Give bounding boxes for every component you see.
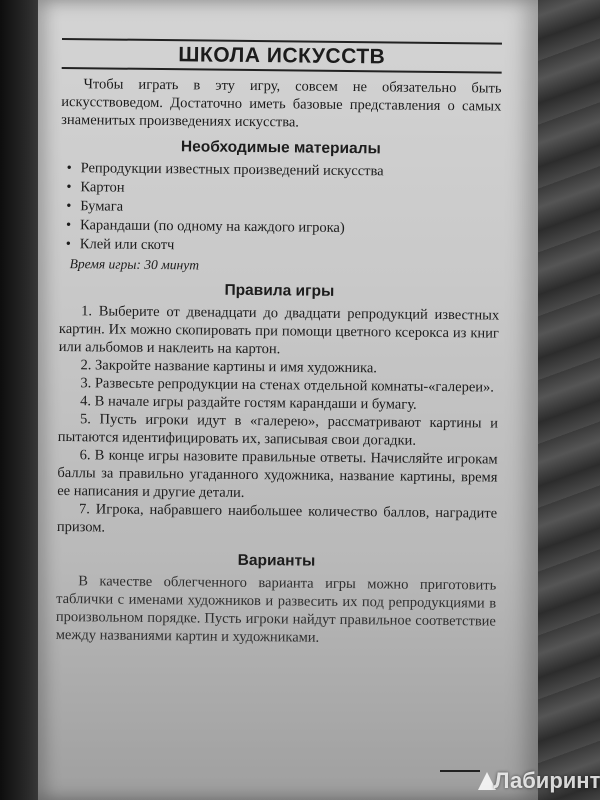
background-left	[0, 0, 40, 800]
list-item: • Карандаши (по одному на каждого игрока)	[65, 217, 345, 236]
rule-step: 5. Пусть игроки идут в «галерею», рассматривают картины и пытаются идентифицировать их, записывая свои догадки.	[57, 411, 499, 449]
bullet-icon: •	[66, 179, 72, 196]
page-content	[56, 38, 502, 649]
materials-heading: Необходимые материалы	[180, 138, 381, 158]
title-bar	[62, 38, 502, 74]
rule-step: 1. Выберите от двенадцати до двадцати репродукций известных картин. Их можно скопировать при помощи цветного ксерокса из книг или альбомов и наклеить на картон.	[58, 303, 500, 358]
rule-step: 3. Развесьте репродукции на стенах отдельной комнаты-«галереи».	[80, 375, 495, 396]
page-number-rule	[440, 770, 480, 772]
labirint-watermark: Лабиринт	[478, 768, 600, 794]
bullet-icon: •	[65, 236, 72, 253]
rule-step: 2. Закройте название картины и имя художника.	[80, 357, 378, 377]
rules-list	[57, 302, 499, 541]
rule-step: 6. В конце игры назовите правильные ответы. Начисляйте игрокам баллы за правильно угаданного художника, название картины, время ее написания и другие детали.	[57, 447, 498, 501]
play-time: Время игры: 30 минут	[69, 256, 200, 273]
list-item: • Репродукции известных произведений искусства	[66, 160, 384, 180]
background-right-fabric	[530, 0, 600, 800]
rule-step: 4. В начале игры раздайте гостям карандаши и бумагу.	[80, 393, 417, 413]
page-title: ШКОЛА ИСКУССТВ	[178, 43, 386, 69]
bullet-icon: •	[66, 198, 72, 215]
bullet-icon: •	[65, 217, 72, 234]
list-item: • Клей или скотч	[65, 236, 175, 254]
list-item: • Бумага	[66, 198, 124, 215]
variants-heading: Варианты	[237, 551, 316, 570]
rule-step: 7. Игрока, набравшего наибольшее количество баллов, наградите призом.	[56, 501, 498, 536]
list-item: • Картон	[66, 179, 125, 196]
rules-heading: Правила игры	[224, 281, 335, 300]
variants-paragraph: В качестве облегченного варианта игры можно приготовить таблички с именами художников и развесить их под репродукциями в произвольном порядке. Пусть игроки найдут правильное соответствие между названиями картин и художниками.	[55, 573, 497, 646]
intro-paragraph: Чтобы играть в эту игру, совсем не обязательно быть искусствоведом. Достаточно иметь базовые представления о самых знаменитых произведениях искусства.	[61, 76, 502, 131]
materials-list	[60, 159, 501, 259]
bullet-icon: •	[66, 160, 72, 177]
